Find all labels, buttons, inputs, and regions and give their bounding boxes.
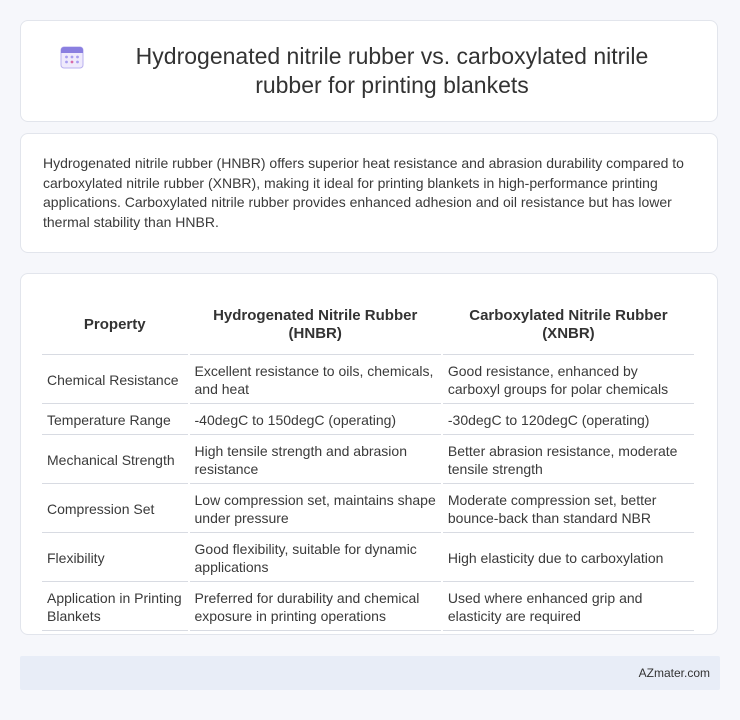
comparison-table-card — [20, 273, 718, 635]
title-card — [20, 20, 718, 122]
table-row — [42, 437, 694, 484]
header-hnbr: Hydrogenated Nitrile Rubber (HNBR) — [190, 296, 441, 355]
row-property: Flexibility — [42, 535, 188, 582]
row-xnbr-value: Used where enhanced grip and elasticity are required — [443, 584, 694, 631]
row-hnbr-value: Low compression set, maintains shape under pressure — [190, 486, 441, 533]
row-property: Application in Printing Blankets — [42, 584, 188, 631]
table-row — [42, 357, 694, 404]
title-wrap — [59, 42, 679, 100]
row-hnbr-value: Good flexibility, suitable for dynamic applications — [190, 535, 441, 582]
row-xnbr-value: -30degC to 120degC (operating) — [443, 406, 694, 435]
table-row — [42, 406, 694, 435]
table-row — [42, 486, 694, 533]
row-xnbr-value: Good resistance, enhanced by carboxyl groups for polar chemicals — [443, 357, 694, 404]
header-property: Property — [42, 296, 188, 355]
row-hnbr-value: Preferred for durability and chemical exposure in printing operations — [190, 584, 441, 631]
row-hnbr-value: Excellent resistance to oils, chemicals, and heat — [190, 357, 441, 404]
row-xnbr-value: Better abrasion resistance, moderate tensile strength — [443, 437, 694, 484]
summary-text: Hydrogenated nitrile rubber (HNBR) offers superior heat resistance and abrasion durability compared to carboxylated nitrile rubber (XNBR), making it ideal for printing blankets in high-performance printing applications. Carboxylated nitrile rubber provides enhanced adhesion and oil resistance but has lower thermal stability than HNBR. — [43, 155, 684, 230]
summary-card — [20, 133, 718, 253]
row-property: Chemical Resistance — [42, 357, 188, 404]
row-hnbr-value: High tensile strength and abrasion resistance — [190, 437, 441, 484]
row-xnbr-value: High elasticity due to carboxylation — [443, 535, 694, 582]
table-row — [42, 584, 694, 631]
row-property: Temperature Range — [42, 406, 188, 435]
row-xnbr-value: Moderate compression set, better bounce-back than standard NBR — [443, 486, 694, 533]
calendar-grid-icon — [59, 44, 85, 70]
page-title: Hydrogenated nitrile rubber vs. carboxylated nitrile rubber for printing blankets — [135, 43, 649, 98]
footer-site-link[interactable]: AZmater.com — [638, 666, 710, 680]
comparison-table — [40, 294, 696, 633]
header-xnbr: Carboxylated Nitrile Rubber (XNBR) — [443, 296, 694, 355]
footer-bar — [20, 656, 720, 690]
row-hnbr-value: -40degC to 150degC (operating) — [190, 406, 441, 435]
row-property: Compression Set — [42, 486, 188, 533]
table-row — [42, 535, 694, 582]
table-header-row — [42, 296, 694, 355]
row-property: Mechanical Strength — [42, 437, 188, 484]
